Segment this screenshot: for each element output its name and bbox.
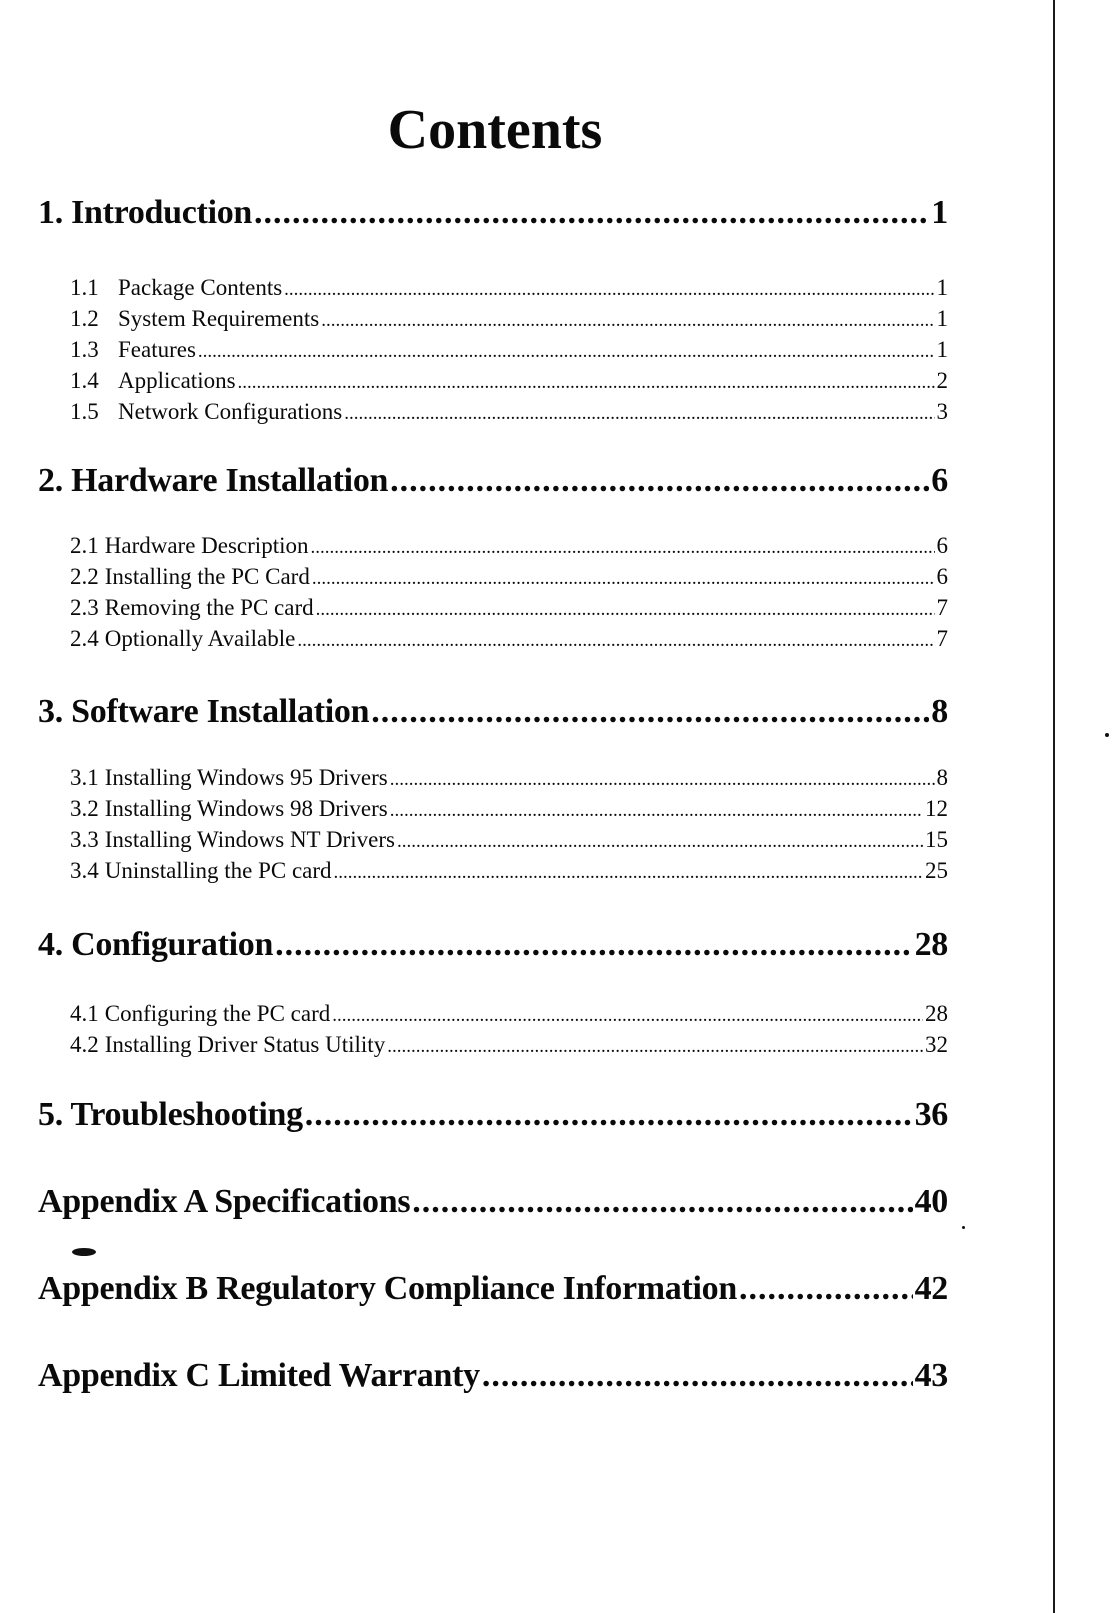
toc-section-label: 1. Introduction [38, 194, 253, 231]
toc-section-troubleshooting[interactable] [38, 1096, 948, 1134]
dot-leader [316, 599, 935, 621]
toc-entry-number: 1.2 [70, 306, 99, 331]
toc-section-label: 4. Configuration [38, 926, 274, 963]
toc-entry-number: 1.3 [70, 337, 99, 362]
dot-leader [390, 769, 935, 791]
toc-page-number: 8 [936, 765, 948, 790]
toc-entry-number: 2.4 [70, 626, 99, 651]
dot-leader [412, 1183, 912, 1221]
toc-section-appendix-c[interactable] [38, 1357, 948, 1395]
toc-entry-number: 3.3 [70, 827, 99, 852]
toc-entry-label: Features [118, 337, 196, 362]
toc-section-label: 2. Hardware Installation [38, 462, 389, 499]
toc-entry-label: Network Configurations [118, 399, 343, 424]
toc-section-software-installation[interactable] [38, 693, 948, 731]
toc-section-configuration[interactable] [38, 926, 948, 964]
dot-leader [254, 194, 929, 232]
toc-page-number: 3 [936, 399, 948, 424]
toc-entry-4-2[interactable] [70, 1032, 948, 1058]
dot-leader [238, 372, 935, 394]
toc-entry-number: 2.2 [70, 564, 99, 589]
toc-entry-number: 4.1 [70, 1001, 99, 1026]
toc-page-number: 40 [914, 1183, 948, 1220]
toc-entry-1-2[interactable] [70, 306, 948, 332]
toc-entry-label: Hardware Description [104, 533, 309, 558]
toc-entry-number: 4.2 [70, 1032, 99, 1057]
toc-section-label: 3. Software Installation [38, 693, 370, 730]
dot-leader [312, 568, 935, 590]
toc-page-number: 42 [914, 1270, 948, 1307]
toc-section-label: Appendix A Specifications [38, 1183, 411, 1220]
toc-entry-number: 1.4 [70, 368, 99, 393]
page-title: Contents [387, 99, 603, 161]
dot-leader [284, 279, 934, 301]
toc-entry-3-4[interactable] [70, 858, 948, 884]
toc-page-number: 6 [931, 462, 948, 499]
toc-page-number: 28 [925, 1001, 948, 1026]
toc-entry-number: 2.3 [70, 595, 99, 620]
toc-page-number: 1 [936, 306, 948, 331]
toc-page-number: 25 [925, 858, 948, 883]
dot-leader [334, 862, 923, 884]
toc-entry-number: 2.1 [70, 533, 99, 558]
dot-leader [397, 831, 923, 853]
toc-entry-3-2[interactable] [70, 796, 948, 822]
dot-leader [371, 693, 929, 731]
toc-entry-1-4[interactable] [70, 368, 948, 394]
toc-entry-3-3[interactable] [70, 827, 948, 853]
dot-leader [198, 341, 935, 363]
toc-section-introduction[interactable] [38, 194, 948, 232]
toc-page-number: 43 [914, 1357, 948, 1394]
dot-leader [332, 1005, 923, 1027]
binding-edge-line [1053, 0, 1055, 1613]
toc-entry-label: Package Contents [118, 275, 283, 300]
toc-entry-2-2[interactable] [70, 564, 948, 590]
toc-section-hardware-installation[interactable] [38, 462, 948, 500]
dot-leader [387, 1036, 923, 1058]
toc-entry-label: System Requirements [118, 306, 320, 331]
toc-entry-number: 3.2 [70, 796, 99, 821]
toc-page-number: 8 [931, 693, 948, 730]
toc-entry-1-1[interactable] [70, 275, 948, 301]
toc-page-number: 1 [931, 194, 948, 231]
dot-leader [310, 537, 934, 559]
dot-leader [297, 630, 934, 652]
toc-entry-1-5[interactable] [70, 399, 948, 425]
toc-entry-number: 3.4 [70, 858, 99, 883]
dot-leader [482, 1357, 913, 1395]
toc-entry-2-1[interactable] [70, 533, 948, 559]
toc-page-number: 15 [925, 827, 948, 852]
dot-leader [305, 1096, 913, 1134]
toc-entry-3-1[interactable] [70, 765, 948, 791]
toc-page-number: 2 [936, 368, 948, 393]
toc-entry-number: 1.1 [70, 275, 99, 300]
toc-entry-label: Uninstalling the PC card [104, 858, 332, 883]
toc-page-number: 7 [936, 626, 948, 651]
toc-page-number: 7 [936, 595, 948, 620]
toc-entry-number: 3.1 [70, 765, 99, 790]
toc-section-appendix-a[interactable] [38, 1183, 948, 1221]
toc-section-label: Appendix B Regulatory Compliance Information [38, 1270, 737, 1307]
dot-leader [739, 1270, 913, 1308]
toc-page-number: 6 [936, 533, 948, 558]
toc-entry-1-3[interactable] [70, 337, 948, 363]
toc-section-appendix-b[interactable] [38, 1270, 948, 1308]
toc-entry-label: Removing the PC card [104, 595, 314, 620]
dot-leader [390, 800, 923, 822]
toc-entry-2-3[interactable] [70, 595, 948, 621]
toc-entry-label: Applications [118, 368, 236, 393]
toc-section-label: Appendix C Limited Warranty [38, 1357, 480, 1394]
toc-entry-4-1[interactable] [70, 1001, 948, 1027]
toc-page-number: 32 [925, 1032, 948, 1057]
toc-entry-label: Configuring the PC card [104, 1001, 331, 1026]
toc-page-number: 1 [936, 275, 948, 300]
toc-page-number: 12 [925, 796, 948, 821]
toc-section-label: 5. Troubleshooting [38, 1096, 303, 1133]
dot-leader [390, 462, 929, 500]
toc-entry-number: 1.5 [70, 399, 99, 424]
scan-speck [1105, 733, 1109, 737]
toc-entry-2-4[interactable] [70, 626, 948, 652]
toc-entry-label: Installing Windows NT Drivers [104, 827, 395, 852]
dot-leader [275, 926, 912, 964]
toc-entry-label: Installing the PC Card [104, 564, 310, 589]
toc-page-number: 36 [914, 1096, 948, 1133]
scan-speck [72, 1248, 96, 1256]
toc-entry-label: Installing Windows 95 Drivers [104, 765, 388, 790]
toc-entry-label: Installing Windows 98 Drivers [104, 796, 388, 821]
toc-page-number: 28 [914, 926, 948, 963]
toc-page-number: 6 [936, 564, 948, 589]
toc-entry-label: Installing Driver Status Utility [104, 1032, 386, 1057]
toc-page-number: 1 [936, 337, 948, 362]
dot-leader [344, 403, 934, 425]
scan-speck [962, 1226, 965, 1229]
dot-leader [321, 310, 934, 332]
toc-entry-label: Optionally Available [104, 626, 296, 651]
